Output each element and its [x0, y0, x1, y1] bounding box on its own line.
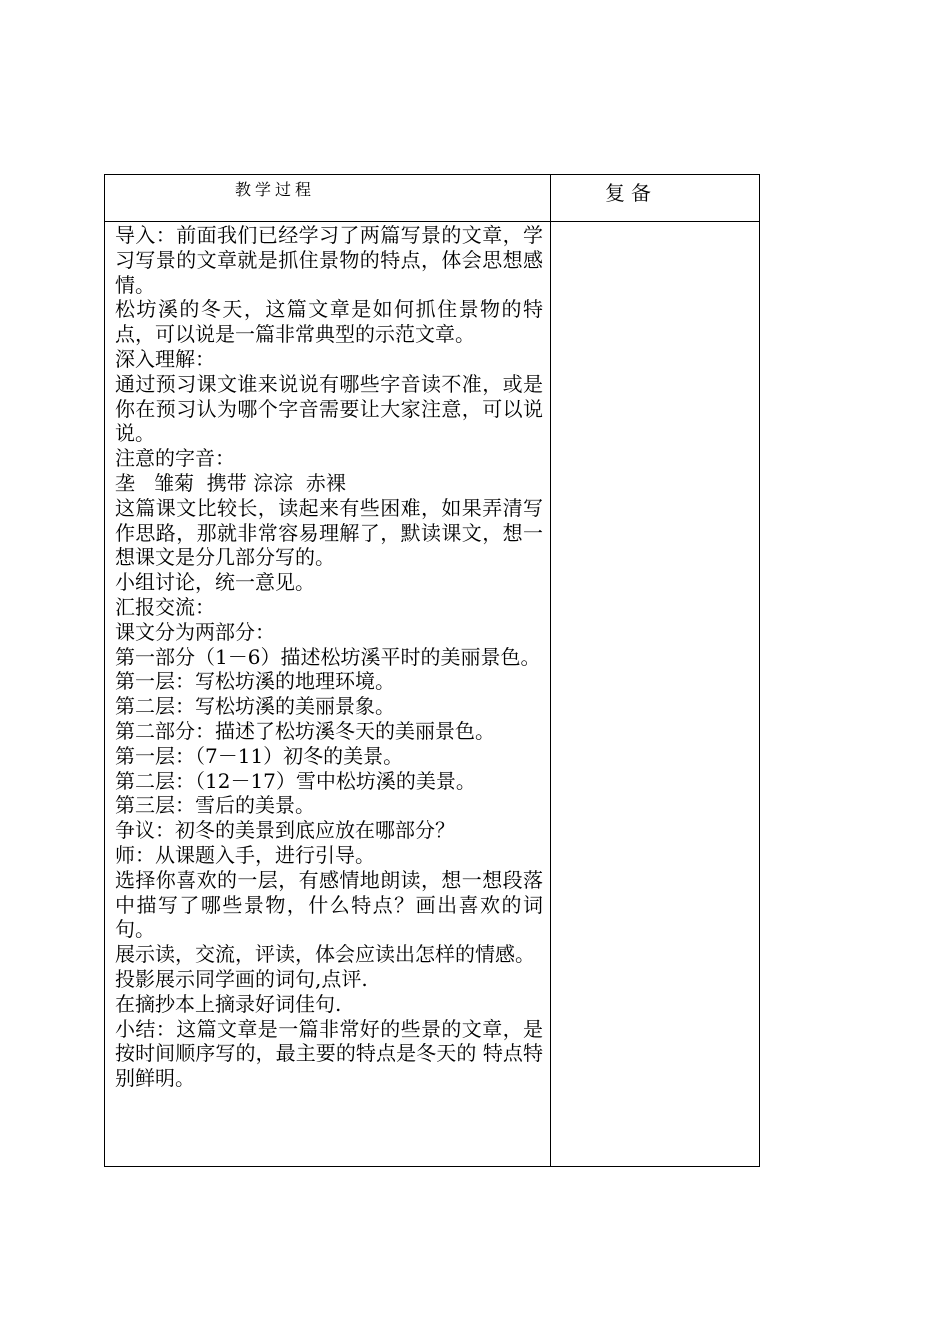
- paragraph-preview-question: 通过预习课文谁来说说有哪些字音读不准，或是你在预习认为哪个字音需要让大家注意，可以说说。: [115, 371, 543, 446]
- paragraph-pronunciation-title: 注意的字音：: [115, 446, 235, 471]
- paragraph-part-two-layer-two: 第二层：（12－17）雪中松坊溪的美景。: [115, 768, 476, 793]
- paragraph-part-two-layer-three: 第三层：雪后的美景。: [115, 793, 315, 818]
- paragraph-part-one-layer-one: 第一层：写松坊溪的地理环境。: [115, 669, 395, 694]
- paragraph-teacher-guide: 师：从课题入手，进行引导。: [115, 842, 375, 867]
- paragraph-report: 汇报交流：: [115, 594, 215, 619]
- lesson-plan-table: [104, 174, 760, 1167]
- paragraph-part-one: 第一部分（1－6）描述松坊溪平时的美丽景色。: [115, 644, 541, 669]
- paragraph-text-intro: 松坊溪的冬天，这篇文章是如何抓住景物的特点，可以说是一篇非常典型的示范文章。: [115, 297, 543, 347]
- paragraph-part-two-layer-one: 第一层：（7－11）初冬的美景。: [115, 743, 404, 768]
- paragraph-deep-understanding: 深入理解：: [115, 346, 215, 371]
- paragraph-part-two: 第二部分：描述了松坊溪冬天的美丽景色。: [115, 718, 495, 743]
- paragraph-two-parts: 课文分为两部分：: [115, 619, 275, 644]
- header-review: 复备: [605, 181, 657, 205]
- paragraph-reading-task: 这篇课文比较长，读起来有些困难，如果弄清写作思路，那就非常容易理解了，默读课文，想一想课文是分几部分写的。: [115, 495, 543, 570]
- paragraph-show-reading: 展示读，交流，评读，体会应读出怎样的情感。: [115, 942, 535, 967]
- paragraph-intro: 导入：前面我们已经学习了两篇写景的文章，学习写景的文章就是抓住景物的特点，体会思想感情。: [115, 223, 543, 297]
- teaching-process-content: [115, 223, 543, 1091]
- paragraph-dispute: 争议：初冬的美景到底应放在哪部分？: [115, 818, 455, 843]
- paragraph-part-one-layer-two: 第二层：写松坊溪的美丽景象。: [115, 694, 395, 719]
- paragraph-summary: 小结：这篇文章是一篇非常好的些景的文章，是按时间顺序写的，最主要的特点是冬天的 特点特别鲜明。: [115, 1016, 543, 1091]
- paragraph-choose-layer: 选择你喜欢的一层，有感情地朗读，想一想段落中描写了哪些景物，什么特点？画出喜欢的词句。: [115, 867, 543, 942]
- paragraph-pronunciation-words: 垄 雏菊 携带 淙淙 赤裸: [115, 470, 346, 495]
- paragraph-projection: 投影展示同学画的词句,点评.: [115, 966, 368, 991]
- paragraph-group-discussion: 小组讨论，统一意见。: [115, 570, 315, 595]
- header-teaching-process: 教学过程: [234, 180, 315, 199]
- paragraph-excerpt: 在摘抄本上摘录好词佳句.: [115, 991, 342, 1016]
- review-notes-cell: [551, 222, 759, 1166]
